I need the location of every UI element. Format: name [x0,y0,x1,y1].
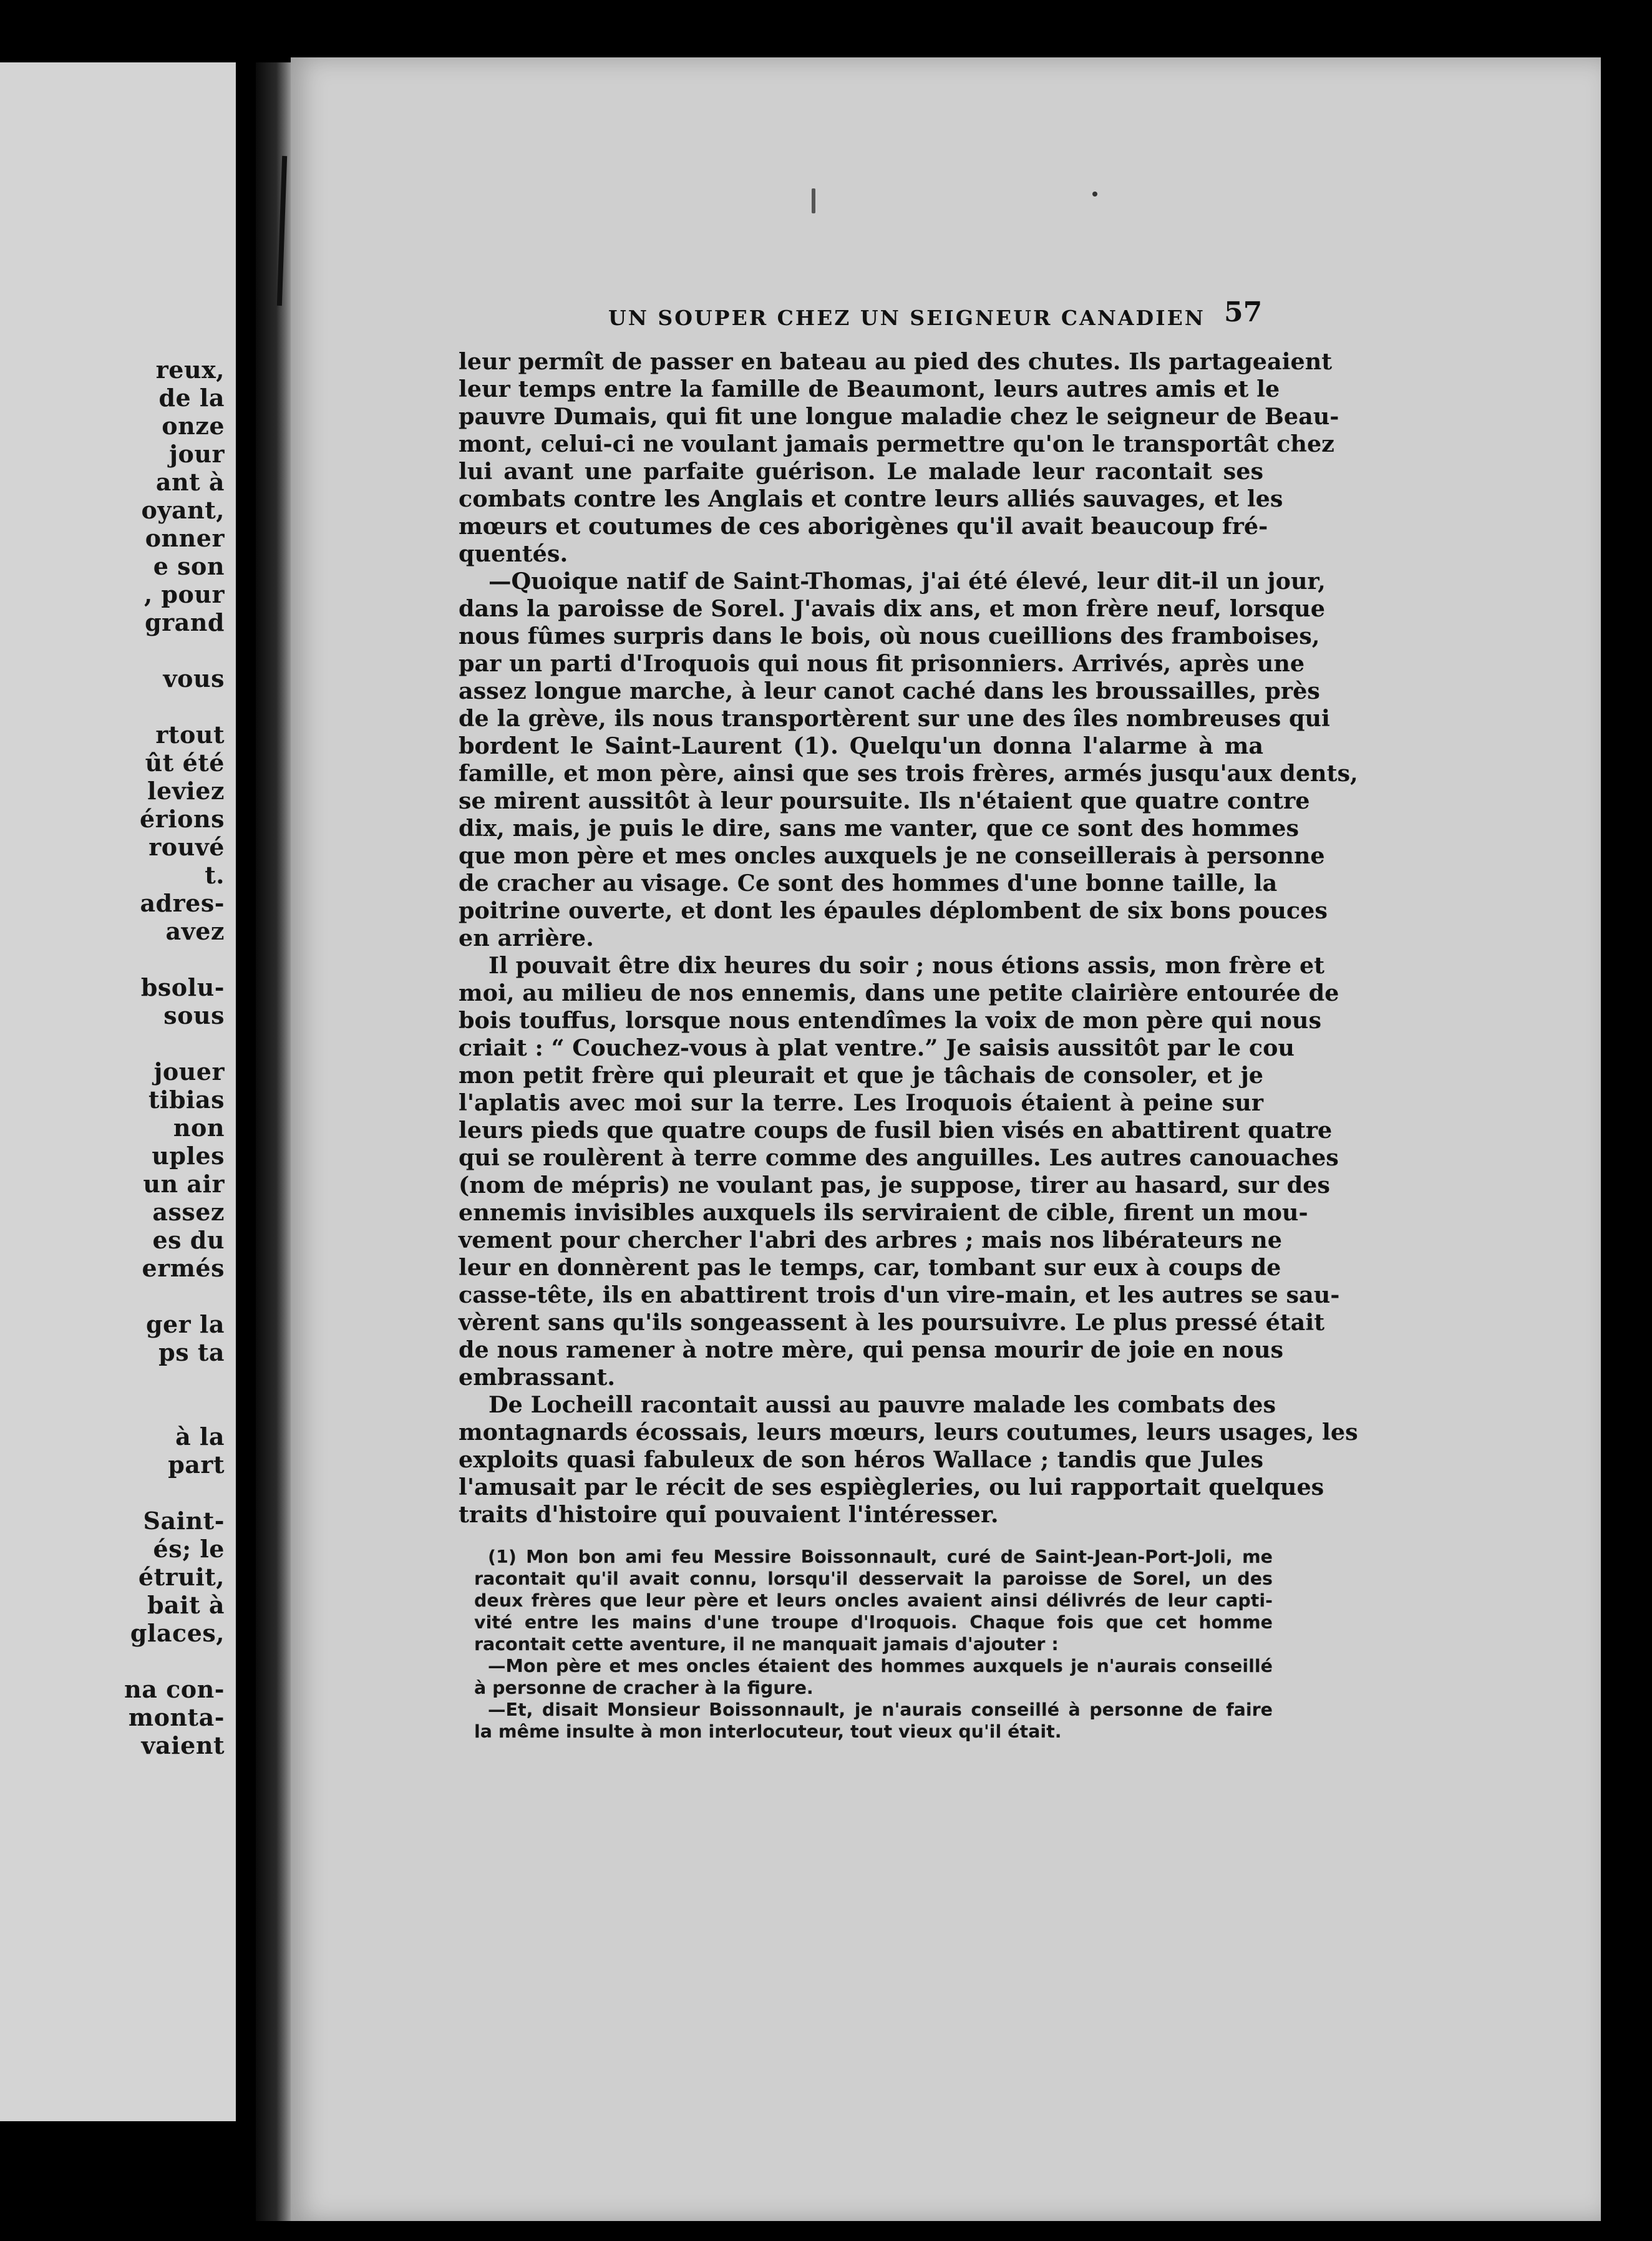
body-line: assez longue marche, à leur canot caché dans les broussailles, près [459,678,1320,704]
body-line: bois touffus, lorsque nous entendîmes la voix de mon père qui nous [459,1007,1321,1034]
left-page-line: t. [205,861,225,889]
body-line: poitrine ouverte, et dont les épaules déplombent de six bons pouces [459,897,1328,924]
body-line: en arrière. [459,925,594,951]
left-page-line: ermés [142,1254,225,1282]
left-page-line: Saint- [143,1507,225,1535]
body-text [459,348,1358,1529]
body-line: de la grève, ils nous transportèrent sur une des îles nombreuses qui [459,705,1330,732]
body-line: vèrent sans qu'ils songeassent à les poursuivre. Le plus pressé était [459,1309,1325,1336]
left-page-line: tibias [148,1086,225,1114]
body-line: leur temps entre la famille de Beaumont, leurs autres amis et le [459,376,1280,402]
body-line: mon petit frère qui pleurait et que je tâchais de consoler, et je [459,1062,1263,1089]
body-line: embrassant. [459,1364,616,1391]
left-page-line: jour [169,440,225,468]
body-line: —Quoique natif de Saint-Thomas, j'ai été élevé, leur dit-il un jour, [488,568,1326,595]
footnote-line: —Et, disait Monsieur Boissonnault, je n'aurais conseillé à personne de faire [488,1699,1273,1720]
footnote-line: racontait qu'il avait connu, lorsqu'il desservait la paroisse de Sorel, un des [474,1568,1273,1589]
left-page-line: sous [163,1001,225,1029]
left-page-line: leviez [147,777,225,805]
left-page-line: bsolu- [140,973,225,1001]
paper-speck [1092,192,1097,197]
body-line: l'amusait par le récit de ses espiègleries, ou lui rapportait quelques [459,1474,1324,1500]
body-line: nous fûmes surpris dans le bois, où nous cueillions des framboises, [459,623,1320,649]
left-page-line: érions [140,805,225,833]
left-page-line: , pour [143,580,225,608]
left-page-line: oyant, [141,496,225,524]
body-line: que mon père et mes oncles auxquels je ne conseillerais à personne [459,842,1325,869]
left-page-line: es du [152,1226,225,1254]
left-page-line: monta- [128,1703,225,1731]
left-page-line: de la [158,384,225,412]
left-page-line: étruit, [138,1563,225,1591]
footnote-line: à personne de cracher à la figure. [474,1678,814,1698]
left-page-line: non [173,1114,225,1142]
body-line: De Locheill racontait aussi au pauvre malade les combats des [488,1391,1276,1418]
body-line: de cracher au visage. Ce sont des hommes d'une bonne taille, la [459,870,1278,897]
left-page-line: bait à [147,1591,225,1619]
footnote-line: racontait cette aventure, il ne manquait jamais d'ajouter : [474,1634,1059,1655]
left-page-line: grand [145,608,225,636]
footnote-line: (1) Mon bon ami feu Messire Boissonnault, curé de Saint-Jean-Port-Joli, me [488,1547,1273,1567]
left-page-line: rtout [155,721,225,749]
body-line: casse-tête, ils en abattirent trois d'un vire-main, et les autres se sau- [459,1281,1340,1308]
body-line: quentés. [459,540,568,567]
body-line: dix, mais, je puis le dire, sans me vanter, que ce sont des hommes [459,815,1300,842]
left-page-line: avez [165,917,225,945]
body-line: mœurs et coutumes de ces aborigènes qu'il avait beaucoup fré- [459,513,1268,540]
left-page-line: à la [175,1422,225,1451]
body-line: se mirent aussitôt à leur poursuite. Ils n'étaient que quatre contre [459,787,1310,814]
left-page-line: part [168,1451,225,1479]
body-line: par un parti d'Iroquois qui nous fit prisonniers. Arrivés, après une [459,650,1305,677]
body-line: traits d'histoire qui pouvaient l'intéresser. [459,1501,999,1528]
left-page-line: vous [163,664,225,693]
left-page-line: onner [145,524,225,552]
body-line: pauvre Dumais, qui fit une longue maladie chez le seigneur de Beau- [459,403,1339,430]
left-page-line: rouvé [148,833,225,861]
body-line: famille, et mon père, ainsi que ses trois frères, armés jusqu'aux dents, [459,760,1358,787]
paper-speck [812,188,815,213]
left-page-line: adres- [140,889,225,917]
body-line: montagnards écossais, leurs mœurs, leurs coutumes, leurs usages, les [459,1419,1358,1446]
body-line: qui se roulèrent à terre comme des anguilles. Les autres canouaches [459,1144,1339,1171]
left-page-line: un air [143,1170,225,1198]
page-number: 57 [1224,296,1263,328]
left-page-line: ps ta [158,1338,225,1366]
body-line: mont, celui-ci ne voulant jamais permettre qu'on le transportât chez [459,430,1334,457]
body-line: leurs pieds que quatre coups de fusil bien visés en abattirent quatre [459,1117,1333,1144]
left-page-line: onze [162,412,225,440]
left-page-line: na con- [124,1675,225,1703]
footnote-line: —Mon père et mes oncles étaient des hommes auxquels je n'aurais conseillé [488,1656,1273,1676]
left-page-line: reux, [155,356,225,384]
body-line: moi, au milieu de nos ennemis, dans une petite clairière entourée de [459,980,1339,1006]
body-line: leur permît de passer en bateau au pied des chutes. Ils partageaient [459,348,1333,375]
body-line: leur en donnèrent pas le temps, car, tombant sur eux à coups de [459,1254,1281,1281]
body-line: ennemis invisibles auxquels ils serviraient de cible, firent un mou- [459,1199,1308,1226]
book-spine [256,62,293,2221]
footnotes [474,1546,1273,1743]
left-page-line: uples [152,1142,225,1170]
body-line: bordent le Saint-Laurent (1). Quelqu'un donna l'alarme à ma [459,732,1263,759]
left-page-line: glaces, [130,1619,225,1647]
body-line: vement pour chercher l'abri des arbres ; mais nos libérateurs ne [459,1227,1282,1253]
left-page-line: ût été [145,749,225,777]
body-line: l'aplatis avec moi sur la terre. Les Iroquois étaient à peine sur [459,1089,1263,1116]
body-line: dans la paroisse de Sorel. J'avais dix ans, et mon frère neuf, lorsque [459,595,1325,622]
left-page-line: és; le [153,1535,225,1563]
body-line: exploits quasi fabuleux de son héros Wallace ; tandis que Jules [459,1446,1263,1473]
footnote-line: vité entre les mains d'une troupe d'Iroquois. Chaque fois que cet homme [474,1612,1273,1633]
left-page-line: e son [153,552,225,580]
left-adjacent-page [0,62,236,2121]
body-line: de nous ramener à notre mère, qui pensa mourir de joie en nous [459,1336,1284,1363]
body-line: criait : “ Couchez-vous à plat ventre.” Je saisis aussitôt par le cou [459,1034,1295,1061]
left-page-line: ger la [145,1310,225,1338]
left-page-line: assez [152,1198,225,1226]
footnote-line: la même insulte à mon interlocuteur, tout vieux qu'il était. [474,1721,1062,1742]
body-line: (nom de mépris) ne voulant pas, je suppose, tirer au hasard, sur des [459,1172,1330,1198]
left-page-line: vaient [141,1731,225,1759]
left-page-line: ant à [155,468,225,496]
body-line: Il pouvait être dix heures du soir ; nous étions assis, mon frère et [488,952,1325,979]
body-line: lui avant une parfaite guérison. Le malade leur racontait ses [459,458,1263,485]
body-line: combats contre les Anglais et contre leurs alliés sauvages, et les [459,485,1283,512]
running-head: UN SOUPER CHEZ UN SEIGNEUR CANADIEN [608,306,1205,330]
footnote-line: deux frères que leur père et leurs oncles avaient ainsi délivrés de leur capti- [474,1590,1273,1611]
left-page-line: jouer [153,1057,225,1086]
